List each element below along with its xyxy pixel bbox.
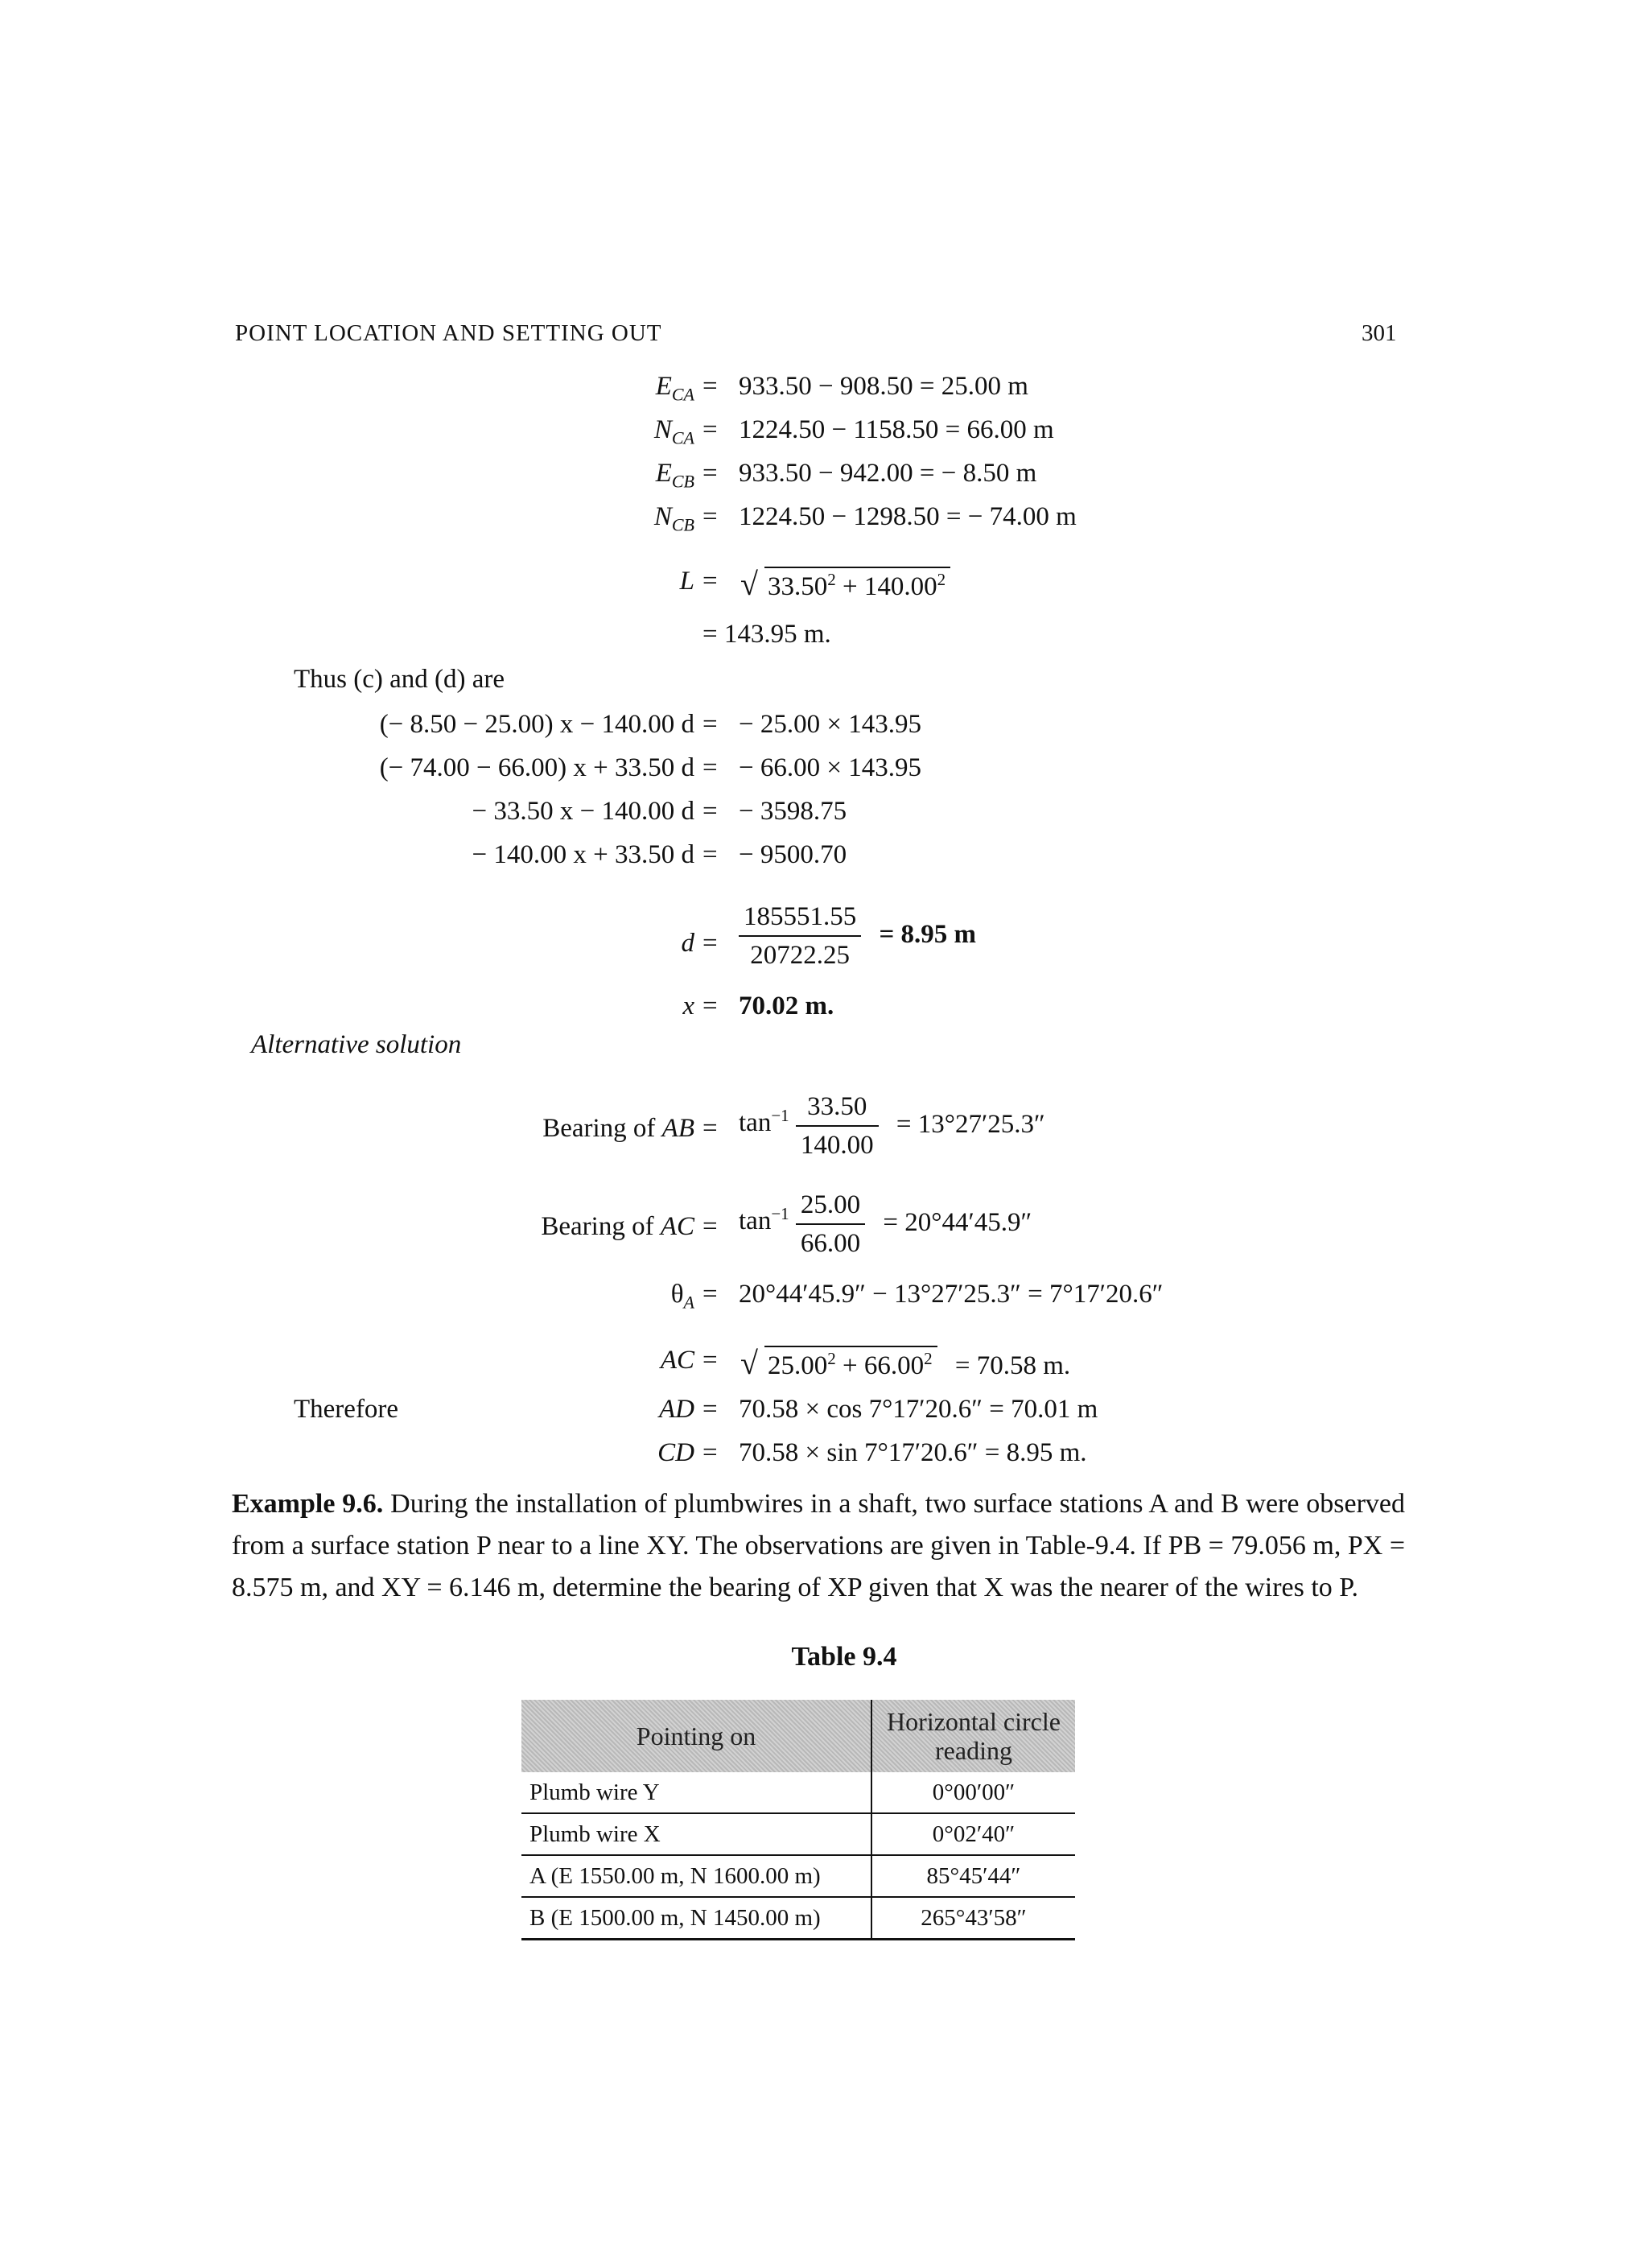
bearing-ac: Bearing of AC = $\tan^{-1}$ $\frac{25.00}{66.00}$ = 20°44′45.9″ [0,1186,1648,1267]
ad-rhs: 70.58 × cos 7°17′20.6″ = 70.01 m [739,1395,1098,1424]
table-cell: 0°00′00″ [871,1772,1075,1813]
example-text: During the installation of plumbwires in a shaft, two surface stations A and B were observed from a surface station P near to a line XY. The observations are given in Table-9.4. If PB = 79.056 m, PX = 8.575 m, and XY = 6.146 m, determine the bearing of XP given that X was the nearer of the wires to P. [232,1489,1406,1602]
bearing-ab: Bearing of AB = $\tan^{-1}$ $\frac{33.50}{140.00}$ = 13°27′25.3″ [0,1088,1648,1169]
system-lhs: − 140.00 x + 33.50 d [472,840,694,869]
ac-lhs: AC [660,1346,694,1375]
bearing-label: Bearing of [542,1114,656,1143]
d-denominator: 20722.25 [750,941,850,970]
theta-symbol: θ [670,1280,684,1309]
table-caption: Table 9.4 [791,1642,897,1672]
page-number: 301 [1362,320,1397,346]
theta-equation: $\theta_A$ = 20°44′45.9″ − 13°27′25.3″ = 7°17′20.6″ [670,1280,1164,1313]
ad-lhs: AD [659,1395,694,1424]
table-row [521,1855,1075,1897]
bearing-denominator: 140.00 [800,1131,874,1160]
x-lhs: x [682,992,694,1021]
bearing-result: = 20°44′45.9″ [883,1207,1032,1237]
system-lhs: (− 8.50 − 25.00) x − 140.00 d [379,710,694,739]
table-cell: Plumb wire X [521,1813,871,1855]
theta-sub: A [683,1292,694,1313]
system-rhs: − 66.00 × 143.95 [739,753,921,782]
table-9-4 [521,1700,1075,1940]
table-cell: Plumb wire Y [521,1772,871,1813]
ac-result: = 70.58 m. [954,1351,1071,1380]
table-cell: A (E 1550.00 m, N 1600.00 m) [521,1855,871,1897]
radicand-b: 66.00 [863,1351,925,1380]
bearing-fraction [796,1186,865,1262]
bearing-numerator: 33.50 [796,1088,879,1127]
d-fraction [739,898,861,974]
table-row [521,1813,1075,1855]
eq-lhs-var: E [655,459,672,488]
equation-nca: $N_{CA}$ = 1224.50 − 1158.50 = 66.00 m [653,415,1054,448]
square-root: √ $33.50^2 + 140.00^2$ [739,567,950,602]
cd-lhs: CD [657,1438,694,1467]
eq-rhs: 933.50 − 942.00 = − 8.50 m [739,459,1037,488]
eq-lhs-sub: CB [671,514,694,535]
bearing-line: AC [660,1212,694,1241]
eq-rhs: 1224.50 − 1158.50 = 66.00 m [739,415,1054,444]
eq-lhs-var: N [653,415,672,444]
table-cell: 85°45′44″ [871,1855,1075,1897]
equation-length: L = √ $33.50^2 + 140.00^2$ [0,567,1648,610]
eq-lhs-sub: CA [671,427,694,448]
system-lhs: − 33.50 x − 140.00 d [472,797,694,826]
eq-lhs-var: N [653,502,672,531]
tan-func: tan [739,1206,772,1235]
system-eq-1: (− 8.50 − 25.00) x − 140.00 d = − 25.00 × 143.95 [379,710,921,739]
ac-length: AC = √ $25.00^2 + 66.00^2 = 70.58$ m. [660,1345,1071,1381]
bearing-numerator: 25.00 [796,1186,865,1225]
equation-eca: $E_{CA}$ = 933.50 − 908.50 = 25.00 m [655,372,1028,405]
d-result: = 8.95 m [879,919,977,949]
theta-rhs: 20°44′45.9″ − 13°27′25.3″ = 7°17′20.6″ [739,1280,1164,1309]
example-label: Example 9.6. [232,1489,384,1519]
bearing-result: = 13°27′25.3″ [896,1109,1045,1139]
tan-exp: −1 [771,1203,789,1223]
eq-lhs-sub: CB [671,471,694,492]
system-rhs: − 3598.75 [739,797,847,826]
ad-equation: AD = 70.58 × cos 7°17′20.6″ = 70.01 m [659,1395,1098,1424]
table-cell: 0°02′40″ [871,1813,1075,1855]
square-root: √ $25.00^2 + 66.00^2$ [739,1346,937,1381]
table-cell: 265°43′58″ [871,1897,1075,1940]
radicand-b: 140.00 [863,572,937,601]
eq-rhs: 933.50 − 908.50 = 25.00 m [739,372,1028,401]
d-lhs: d [681,929,694,958]
x-rhs: 70.02 m. [739,992,834,1021]
system-rhs: − 9500.70 [739,840,847,869]
cd-equation: CD = 70.58 × sin 7°17′20.6″ = 8.95 m. [657,1438,1087,1467]
system-eq-4: − 140.00 x + 33.50 d = − 9500.70 [472,840,847,869]
system-eq-2: (− 74.00 − 66.00) x + 33.50 d = − 66.00 × 143.95 [379,753,921,782]
column-header-pointing: Pointing on [521,1700,871,1772]
d-numerator: 185551.55 [739,898,861,937]
x-solution: x = 70.02 m. [682,992,834,1021]
radicand-a: 33.50 [768,572,828,601]
eq-lhs-sub: CA [671,384,694,405]
system-rhs: − 25.00 × 143.95 [739,710,921,739]
radicand-a: 25.00 [768,1351,828,1380]
example-paragraph [232,1483,1405,1609]
column-header-reading: Horizontal circle reading [871,1700,1075,1772]
bearing-label: Bearing of [541,1212,654,1241]
running-title: POINT LOCATION AND SETTING OUT [235,320,662,346]
eq-lhs-var: E [655,372,672,401]
bearing-fraction [796,1088,879,1164]
tan-exp: −1 [771,1105,789,1125]
equation-ecb: $E_{CB}$ = 933.50 − 942.00 = − 8.50 m [655,459,1037,492]
table-row [521,1772,1075,1813]
thus-text: Thus (c) and (d) are [294,665,505,694]
equation-ncb: $N_{CB}$ = 1224.50 − 1298.50 = − 74.00 m [653,502,1077,535]
length-result: = 143.95 m. [702,620,831,649]
system-eq-3: − 33.50 x − 140.00 d = − 3598.75 [472,797,847,826]
table-cell: B (E 1500.00 m, N 1450.00 m) [521,1897,871,1940]
tan-func: tan [739,1107,772,1137]
alt-heading: Alternative solution [251,1030,462,1059]
cd-rhs: 70.58 × sin 7°17′20.6″ = 8.95 m. [739,1438,1087,1467]
d-solution: d = $\frac{185551.55}{20722.25}$ = 8.95 m [0,898,1648,987]
therefore-text: Therefore [294,1395,399,1424]
length-lhs: L [679,567,694,596]
table-row [521,1897,1075,1940]
system-lhs: (− 74.00 − 66.00) x + 33.50 d [379,753,694,782]
bearing-denominator: 66.00 [800,1229,861,1258]
bearing-line: AB [661,1114,694,1143]
table-header-row [521,1700,1075,1772]
eq-rhs: 1224.50 − 1298.50 = − 74.00 m [739,502,1077,531]
